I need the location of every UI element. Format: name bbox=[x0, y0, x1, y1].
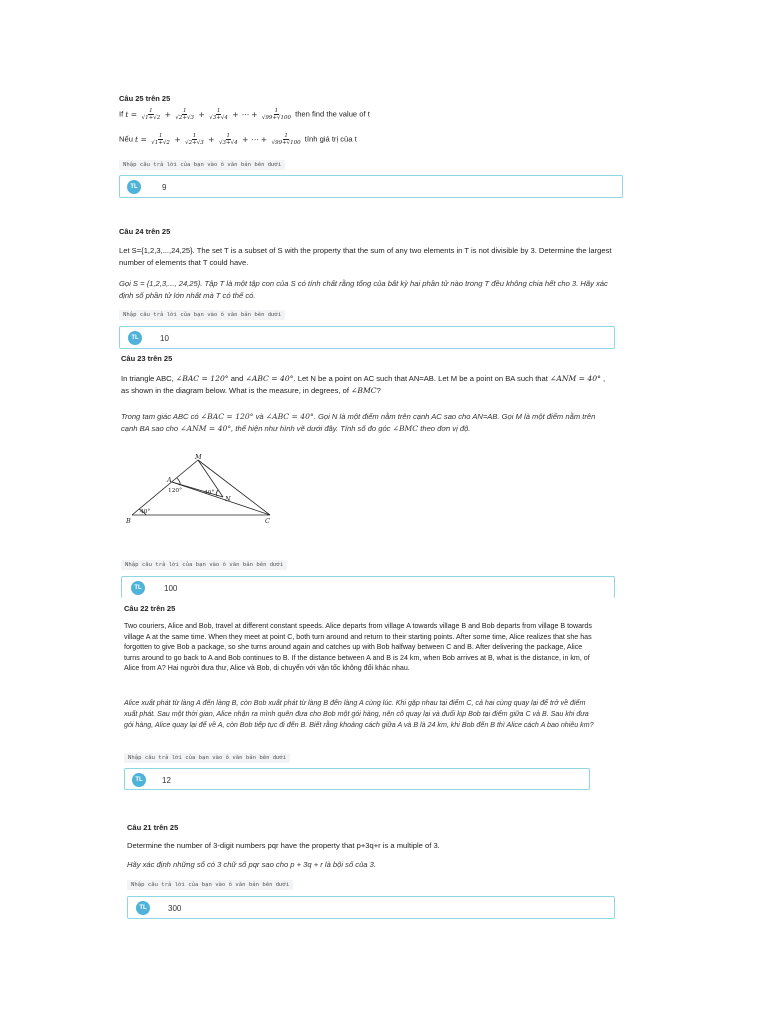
q23-answer-box[interactable] bbox=[121, 576, 615, 598]
q23-vi-part2: và bbox=[253, 412, 266, 421]
q23-vi-part4: , thể hiện như hình vẽ dưới đây. Tính số đo góc bbox=[231, 424, 393, 433]
q25-vi-suffix: tính giá trị của t bbox=[302, 134, 357, 144]
q23-en-math2: ∠ABC = 40° bbox=[245, 374, 294, 383]
question-22-title: Câu 22 trên 25 bbox=[124, 604, 176, 613]
q25-answer-box[interactable] bbox=[119, 175, 623, 198]
q25-en-suffix: then find the value of t bbox=[292, 109, 370, 119]
question-21-title: Câu 21 trên 25 bbox=[127, 823, 179, 832]
question-25-title: Câu 25 trên 25 bbox=[119, 94, 171, 103]
q21-answer-box[interactable] bbox=[127, 896, 615, 919]
q23-vi-part3: . Gọi N là một điểm nằm trên cạnh AC sao cho AN=AB. Gọi M là một điểm nằm trên cạnh BA sao cho bbox=[121, 412, 596, 433]
question-24-vietnamese: Gọi S = {1,2,3,..., 24,25}. Tập T là một tập con của S có tính chất rằng tổng của bất kỳ hai phần tử nào trong T đều không chia hết cho 3. Hãy xác định số phần tử lớn nhất mà T có thể có. bbox=[119, 279, 608, 300]
question-21-vietnamese: Hãy xác định những số có 3 chữ số pqr sao cho p + 3q + r là bội số của 3. bbox=[127, 860, 376, 869]
q23-vi-math4: ∠BMC bbox=[392, 424, 419, 433]
question-23-vietnamese bbox=[121, 411, 611, 435]
label-m: M bbox=[195, 453, 202, 461]
question-21-english: Determine the number of 3-digit numbers pqr have the property that p+3q+r is a multiple of 3. bbox=[127, 841, 440, 850]
q23-vi-part1: Trong tam giác ABC có bbox=[121, 412, 201, 421]
segment-mc bbox=[198, 460, 270, 515]
q24-answer-value[interactable]: 10 bbox=[160, 334, 169, 343]
q25-vi-formula: t = $\frac{1}{√1+√2}$ + $\frac{1}{√2+√3}$ + $\frac{1}{√3+√4}$ + ⋯ + $\frac{1}{√99+√100}$ bbox=[135, 133, 301, 146]
q24-user-avatar: TL bbox=[128, 331, 142, 345]
label-c: C bbox=[265, 517, 270, 525]
q22-user-avatar: TL bbox=[132, 773, 146, 787]
q23-answer-hint: Nhập câu trả lời của bạn vào ô văn bản bên dưới bbox=[121, 560, 287, 570]
q23-en-part4: , as shown in the diagram below. What is the measure, in degrees, of bbox=[121, 374, 606, 395]
q23-triangle-diagram bbox=[122, 452, 282, 530]
q23-en-part3: . Let N be a point on AC such that AN=AB. Let M be a point on BA such that bbox=[293, 374, 550, 383]
angle-n-label: 40° bbox=[204, 490, 215, 496]
q24-answer-box[interactable] bbox=[119, 326, 615, 349]
angle-b-label: 40° bbox=[140, 509, 151, 515]
q24-answer-hint: Nhập câu trả lời của bạn vào ô văn bản bên dưới bbox=[119, 310, 285, 320]
question-25-vietnamese bbox=[119, 133, 449, 146]
label-n: N bbox=[225, 495, 231, 503]
q23-answer-value[interactable]: 100 bbox=[164, 584, 178, 593]
question-24-title: Câu 24 trên 25 bbox=[119, 227, 171, 236]
question-22-english: Two couriers, Alice and Bob, travel at different constant speeds. Alice departs from village A towards village B and Bob departs from village B towards village A at the same time. When they meet at point C, both turn around and return to their starting points. After some time, Alice realizes that she has forgotten to give Bob a package, so she turns around again and catches up with Bob halfway between C and B. After delivering the package, Alice turns around to go back to A and Bob continues to B. If the distance between A and B is 24 km, when Bob arrives at B, what is the distance, in km, of Alice from A? Hai người đưa thư, Alice và Bob, di chuyển với vận tốc không đổi khác nhau. bbox=[124, 622, 592, 673]
q23-vi-part5: theo đơn vị độ. bbox=[418, 424, 471, 433]
q23-vi-math1: ∠BAC = 120° bbox=[200, 412, 254, 421]
q22-answer-hint: Nhập câu trả lời của bạn vào ô văn bản bên dưới bbox=[124, 753, 290, 763]
q23-vi-math2: ∠ABC = 40° bbox=[265, 412, 314, 421]
label-a: A bbox=[167, 476, 172, 484]
q23-en-math4: ∠BMC bbox=[351, 386, 377, 395]
angle-a-label: 120° bbox=[168, 488, 182, 494]
q21-answer-hint: Nhập câu trả lời của bạn vào ô văn bản bên dưới bbox=[127, 880, 293, 890]
q23-en-math1: ∠BAC = 120° bbox=[175, 374, 229, 383]
q22-answer-box[interactable] bbox=[124, 768, 590, 790]
label-b: B bbox=[126, 517, 131, 525]
q25-en-prefix: If bbox=[119, 109, 126, 119]
q23-user-avatar: TL bbox=[131, 581, 145, 595]
q21-user-avatar: TL bbox=[136, 901, 150, 915]
q25-answer-hint: Nhập câu trả lời của bạn vào ô văn bản bên dưới bbox=[119, 160, 285, 170]
question-24-english: Let S={1,2,3,...,24,25}. The set T is a subset of S with the property that the sum of any two elements in T is not divisible by 3. Determine the largest number of elements that T could have. bbox=[119, 246, 612, 267]
question-23-title: Câu 23 trên 25 bbox=[121, 354, 173, 363]
q23-en-part1: In triangle ABC, bbox=[121, 374, 176, 383]
q21-answer-value[interactable]: 300 bbox=[168, 904, 182, 913]
q25-user-avatar: TL bbox=[127, 180, 141, 194]
q25-vi-prefix: Nếu bbox=[119, 134, 136, 144]
question-22-vietnamese: Alice xuất phát từ làng A đến làng B, còn Bob xuất phát từ làng B đến làng A cùng lúc. Khi gặp nhau tại điểm C, cả hai cùng quay lại để trở về điểm xuất phát. Sau một thời gian, Alice nhận ra mình quên đưa cho Bob một gói hàng, nên cô quay lại và đuổi kịp Bob tại điểm giữa C và B. Sau khi đưa gói hàng, Alice quay lại để về A, còn Bob tiếp tục đi đến B. Biết rằng khoảng cách giữa A và B là 24 km, khi Bob đến B thì Alice cách A bao nhiêu km? bbox=[124, 699, 594, 729]
segment-ac bbox=[172, 482, 270, 515]
q23-en-math3: ∠ANM = 40° bbox=[549, 374, 601, 383]
q25-en-formula: t = $\frac{1}{√1+√2}$ + $\frac{1}{√2+√3}$ + $\frac{1}{√3+√4}$ + ⋯ + $\frac{1}{√99+√100}$ bbox=[125, 108, 291, 121]
q22-answer-value[interactable]: 12 bbox=[162, 776, 171, 785]
q25-answer-value[interactable]: 9 bbox=[162, 183, 167, 192]
question-23-english bbox=[121, 373, 611, 397]
question-25-english bbox=[119, 108, 449, 121]
q23-en-part2: and bbox=[228, 374, 246, 383]
q23-en-part5: ? bbox=[376, 386, 381, 395]
q23-vi-math3: ∠ANM = 40° bbox=[180, 424, 232, 433]
